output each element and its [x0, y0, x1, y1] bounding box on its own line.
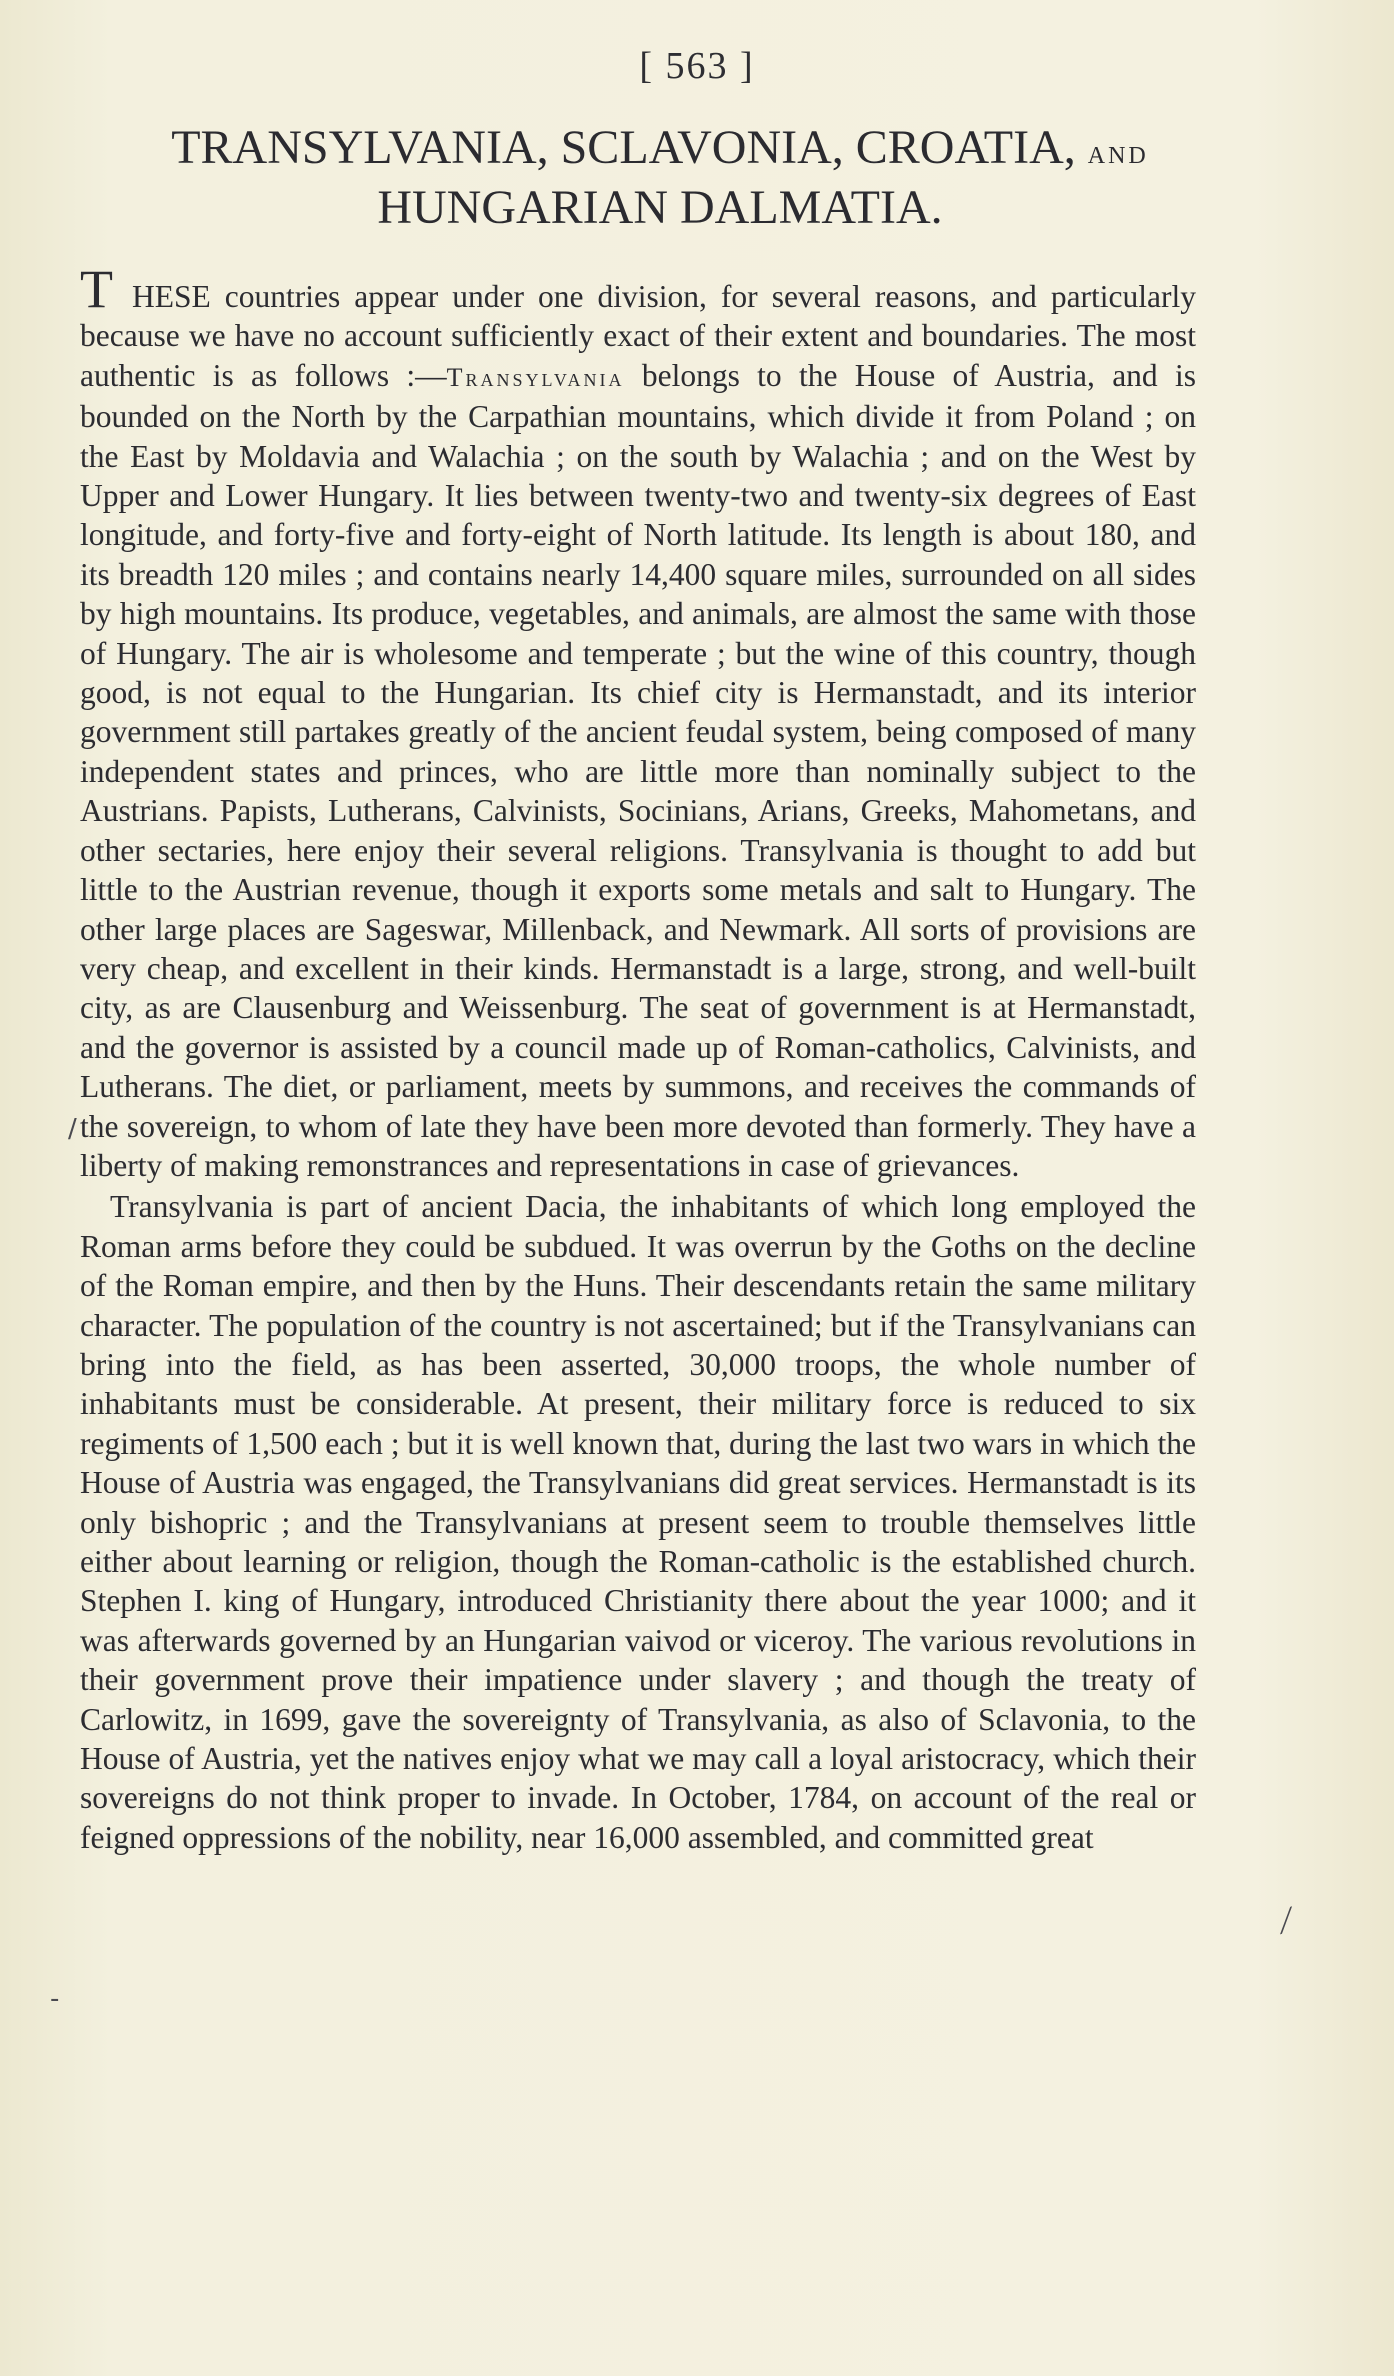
page-number: [ 563 ]: [639, 45, 755, 87]
para1-name: Transylvania: [446, 362, 625, 392]
title-main: TRANSYLVANIA, SCLAVONIA, CROATIA,: [171, 121, 1076, 174]
chapter-title: [60, 122, 1260, 234]
margin-arrow-mark: ⟋: [1270, 1901, 1303, 1942]
drop-cap: T: [80, 259, 113, 319]
margin-dash-mark: -: [50, 1984, 60, 2014]
title-line2: HUNGARIAN DALMATIA.: [377, 181, 943, 234]
para1-open: HESE countries appear under one division, for several reasons, and particularly because we have no account sufficiently exact of their extent and boundaries. The most authentic is as follows :—: [80, 279, 1196, 393]
paragraph-1: [80, 259, 1196, 1185]
title-and: AND: [1087, 143, 1149, 169]
margin-slash-mark: /: [68, 1114, 77, 1144]
body-text: [80, 259, 1196, 1857]
paragraph-2: Transylvania is part of ancient Dacia, the inhabitants of which long employed the Roman arms before they could be subdued. It was overrun by the Goths on the decline of the Roman empire, and then by the Huns. Their descendants retain the same military character. The population of the country is not ascertained; but if the Transylvanians can bring into the field, as has been asserted, 30,000 troops, the whole number of inhabitants must be considerable. At present, their military force is reduced to six regiments of 1,500 each ; but it is well known that, during the last two wars in which the House of Austria was engaged, the Transylvanians did great services. Hermanstadt is its only bishopric ; and the Transylvanians at present seem to trouble themselves little either about learning or religion, though the Roman-catholic is the established church. Stephen I. king of Hungary, introduced Christianity there about the year 1000; and it was afterwards governed by an Hungarian vaivod or viceroy. The various revolutions in their government prove their impatience under slavery ; and though the treaty of Carlowitz, in 1699, gave the sovereignty of Transylvania, as also of Sclavonia, to the House of Austria, yet the natives enjoy what we may call a loyal aristocracy, which their sovereigns do not think proper to invade. In October, 1784, on account of the real or feigned oppressions of the nobility, near 16,000 assembled, and committed great: [80, 1189, 1196, 1855]
para1-rest: belongs to the House of Austria, and is bounded on the North by the Carpathian mountains, which divide it from Poland ; on the East by Moldavia and Walachia ; on the south by Walachia ; and on the West by Upper and Lower Hungary. It lies between twenty-two and twenty-six degrees of East longitude, and forty-five and forty-eight of North latitude. Its length is about 180, and its breadth 120 miles ; and contains nearly 14,400 square miles, surrounded on all sides by high mountains. Its produce, vegetables, and animals, are almost the same with those of Hungary. The air is wholesome and temperate ; but the wine of this country, though good, is not equal to the Hungarian. Its chief city is Hermanstadt, and its interior government still partakes greatly of the ancient feudal system, being composed of many independent states and princes, who are little more than nominally subject to the Austrians. Papists, Lutherans, Calvinists, Socinians, Arians, Greeks, Mahometans, and other sectaries, here enjoy their several religions. Transylvania is thought to add but little to the Austrian revenue, though it exports some metals and salt to Hungary. The other large places are Sageswar, Millenback, and Newmark. All sorts of provisions are very cheap, and excellent in their kinds. Hermanstadt is a large, strong, and well-built city, as are Clausenburg and Weissenburg. The seat of government is at Hermanstadt, and the governor is assisted by a council made up of Roman-catholics, Calvinists, and Lutherans. The diet, or parliament, meets by summons, and receives the commands of the sovereign, to whom of late they have been more devoted than formerly. They have a liberty of making remonstrances and representations in case of grievances.: [80, 357, 1196, 1183]
